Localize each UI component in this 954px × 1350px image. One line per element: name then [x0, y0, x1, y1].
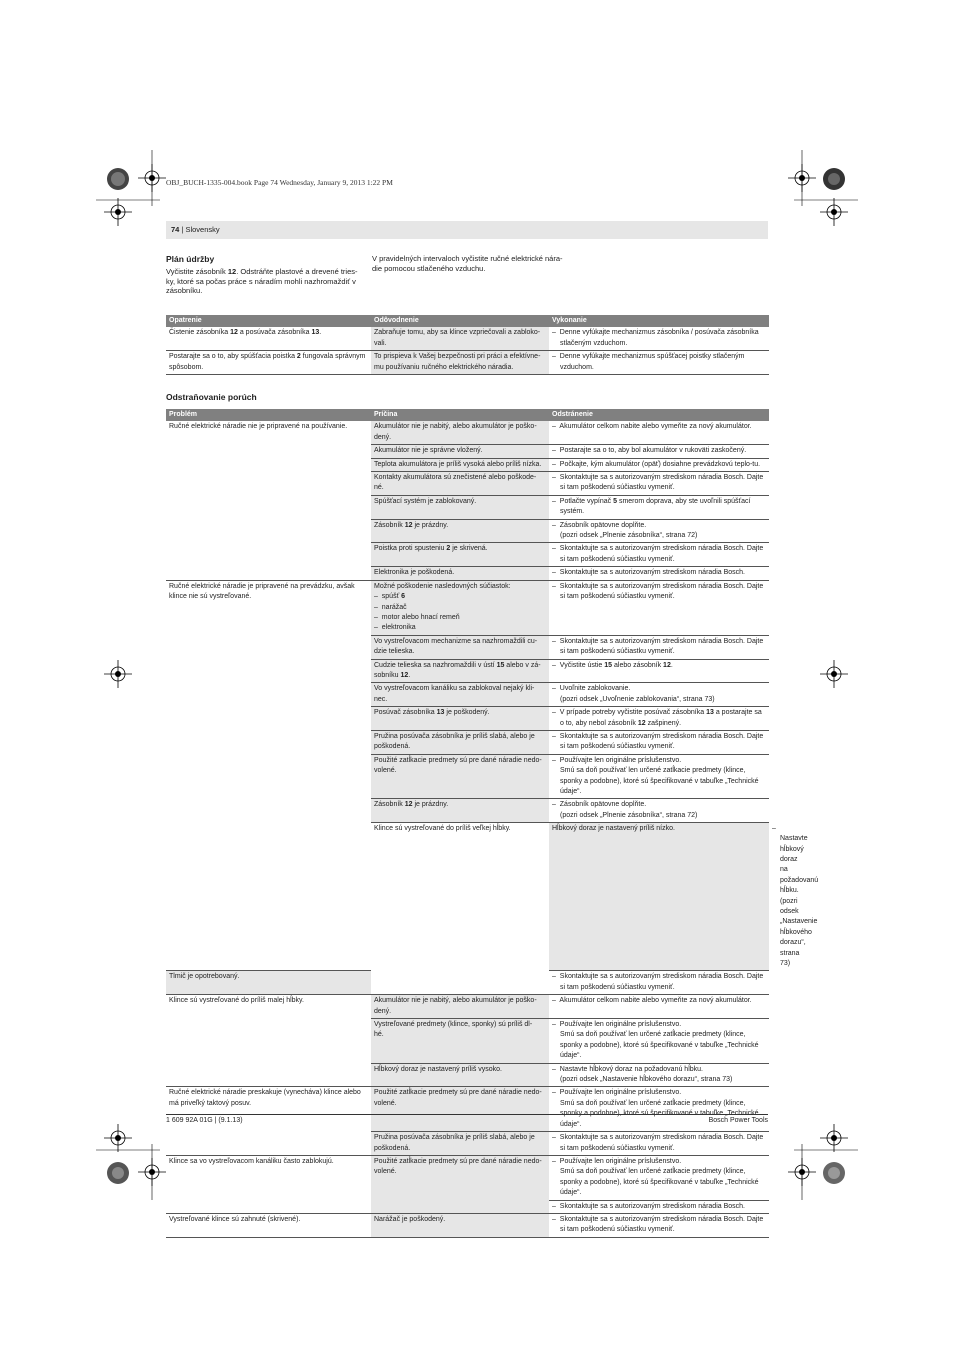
table-cell: Kontakty akumulátora sú znečistené alebo poškode- né. — [371, 472, 549, 496]
table-cell: – Skontaktujte sa s autorizovaným strediskom náradia Bosch. — [549, 567, 769, 580]
table-cell: – Zásobník opätovne doplňte. (pozri odsek „Plnenie zásobníka“, strana 72) — [549, 799, 769, 823]
table-cell: – Akumulátor celkom nabite alebo vymeňte za nový akumulátor. — [549, 995, 769, 1019]
table-cell: – Používajte len originálne príslušenstvo. Smú sa doň používať len určené zatĺkacie predmety (klince, sponky a podobne), ktoré sú špecifikované v tabuľke „Technické údaje“. — [549, 754, 769, 799]
table-cell: – Akumulátor celkom nabite alebo vymeňte za nový akumulátor. — [549, 421, 769, 444]
troubleshooting-title: Odstraňovanie porúch — [166, 392, 257, 402]
table-cell: Hĺbkový doraz je nastavený príliš nízko. — [549, 823, 769, 971]
table-cell: Ručné elektrické náradie je pripravené na prevádzku, avšak klince nie sú vystreľované. — [166, 580, 371, 971]
table-cell: Vystreľované predmety (klince, sponky) sú príliš dl- hé. — [371, 1019, 549, 1064]
table-cell: – Používajte len originálne príslušenstvo. Smú sa doň používať len určené zatĺkacie predmety (klince, sponky a podobne), ktoré sú špecifikované v tabuľke „Technické údaje“. — [549, 1155, 769, 1200]
table-cell: – Skontaktujte sa s autorizovaným strediskom náradia Bosch. Dajte si tam poškodenú súčiastku vymeniť. — [549, 971, 769, 995]
language-label: | Slovensky — [179, 225, 220, 234]
table-cell: – Skontaktujte sa s autorizovaným strediskom náradia Bosch. Dajte si tam poškodenú súčiastku vymeniť. — [549, 472, 769, 496]
table-row — [166, 995, 769, 1019]
table-cell: Pružina posúvača zásobníka je príliš slabá, alebo je poškodená. — [371, 730, 549, 754]
column-header: Odstránenie — [549, 409, 769, 421]
table-cell: – Skontaktujte sa s autorizovaným strediskom náradia Bosch. Dajte si tam poškodenú súčiastku vymeniť. — [549, 580, 769, 635]
table-cell: – Zásobník opätovne doplňte. (pozri odsek „Plnenie zásobníka“, strana 72) — [549, 519, 769, 543]
table-cell: Akumulátor nie je správne vložený. — [371, 445, 549, 458]
table-cell: – Skontaktujte sa s autorizovaným strediskom náradia Bosch. — [549, 1200, 769, 1213]
table-cell: Ručné elektrické náradie preskakuje (vynecháva) klince alebo má priveľký taktový posuv. — [166, 1087, 371, 1155]
table-cell: – Vyčistite ústie 15 alebo zásobník 12. — [549, 659, 769, 683]
table-row — [166, 421, 769, 444]
table-row — [166, 1155, 769, 1200]
table-cell: Postarajte sa o to, aby spúšťacia poistka 2 fungovala správnym spôsobom. — [166, 351, 371, 375]
table-cell: Použité zatĺkacie predmety sú pre dané náradie nedo- volené. — [371, 1087, 549, 1132]
table-cell: Klince sú vystreľované do príliš veľkej hĺbky. — [371, 823, 549, 995]
page-number: 74 — [171, 225, 180, 234]
table-row — [166, 1087, 769, 1132]
table-header-row — [166, 315, 769, 327]
maintenance-table — [166, 315, 769, 375]
table-cell: – Počkajte, kým akumulátor (opäť) dosiahne prevádzkovú teplo-tu. — [549, 458, 769, 471]
table-cell: Cudzie telieska sa nazhromaždili v ústí 15 alebo v zá- sobníku 12. — [371, 659, 549, 683]
footer-brand: Bosch Power Tools — [708, 1117, 768, 1124]
table-cell: Klince sa vo vystreľovacom kanáliku často zablokujú. — [166, 1155, 371, 1213]
table-cell: Posúvač zásobníka 13 je poškodený. — [371, 707, 549, 731]
column-header: Problém — [166, 409, 371, 421]
table-cell: To prispieva k Vašej bezpečnosti pri práci a efektívne- mu používaniu ručného elektrického náradia. — [371, 351, 549, 375]
table-header-row — [166, 409, 769, 421]
table-cell: – Skontaktujte sa s autorizovaným strediskom náradia Bosch. Dajte si tam poškodenú súčiastku vymeniť. — [549, 543, 769, 567]
table-cell: – Skontaktujte sa s autorizovaným strediskom náradia Bosch. Dajte si tam poškodenú súčiastku vymeniť. — [549, 635, 769, 659]
table-cell: Klince sú vystreľované do príliš malej hĺbky. — [166, 995, 371, 1087]
table-cell — [371, 1200, 549, 1213]
maintenance-intro-left: Vyčistite zásobník 12. Odstráňte plastové a drevené tries- ky, ktoré sa počas práce s náradím mohli nazhromaždiť v zásobníku. — [166, 267, 358, 296]
table-cell: – Denne vyfúkajte mechanizmus spúšťacej poistky stlačeným vzduchom. — [549, 351, 769, 375]
table-cell: Elektronika je poškodená. — [371, 567, 549, 580]
column-header: Odôvodnenie — [371, 315, 549, 327]
table-row — [166, 351, 769, 375]
table-cell: Zásobník 12 je prázdny. — [371, 799, 549, 823]
table-cell: Vystreľované klince sú zahnuté (skrivené). — [166, 1213, 371, 1237]
table-cell: Pružina posúvača zásobníka je príliš slabá, alebo je poškodená. — [371, 1132, 549, 1156]
table-cell: Zabraňuje tomu, aby sa klince vzpriečovali a zabloko- vali. — [371, 327, 549, 350]
maintenance-intro-right: V pravidelných intervaloch vyčistite ručné elektrické nára- die pomocou stlačeného vzduchu. — [372, 254, 563, 273]
table-cell: – Denne vyfúkajte mechanizmus zásobníka / posúvača zásobníka stlačeným vzduchom. — [549, 327, 769, 350]
table-cell: Vo vystreľovacom mechanizme sa nazhromaždili cu- dzie telieska. — [371, 635, 549, 659]
table-cell: Spúšťací systém je zablokovaný. — [371, 495, 549, 519]
table-row — [166, 1213, 769, 1237]
table-cell: – Nastavte hĺbkový doraz na požadovanú hĺbku. (pozri odsek „Nastavenie hĺbkového dorazu“, strana 73) — [549, 1063, 769, 1087]
table-cell: – Uvoľnite zablokovanie. (pozri odsek „Uvoľnenie zablokovania“, strana 73) — [549, 683, 769, 707]
table-cell: Ručné elektrické náradie nie je pripravené na používanie. — [166, 421, 371, 580]
maintenance-title: Plán údržby — [166, 254, 215, 264]
table-cell: Narážač je poškodený. — [371, 1213, 549, 1237]
table-cell: – Potlačte vypínač 5 smerom doprava, aby ste uvoľnili spúšťací systém. — [549, 495, 769, 519]
table-cell: Použité zatĺkacie predmety sú pre dané náradie nedo- volené. — [371, 754, 549, 799]
column-header: Príčina — [371, 409, 549, 421]
table-cell: Hĺbkový doraz je nastavený príliš vysoko. — [371, 1063, 549, 1087]
column-header: Vykonanie — [549, 315, 769, 327]
table-cell: – Používajte len originálne príslušenstvo. Smú sa doň používať len určené zatĺkacie predmety (klince, sponky a podobne), ktoré sú špecifikované v tabuľke „Technické údaje“. — [549, 1019, 769, 1064]
column-header: Opatrenie — [166, 315, 371, 327]
table-cell: – V prípade potreby vyčistite posúvač zásobníka 13 a postarajte sa o to, aby nebol zásobník 12 zašpinený. — [549, 707, 769, 731]
table-cell: Vo vystreľovacom kanáliku sa zablokoval nejaký kli- nec. — [371, 683, 549, 707]
table-cell: Akumulátor nie je nabitý, alebo akumulátor je poško- dený. — [371, 995, 549, 1019]
table-cell: Akumulátor nie je nabitý, alebo akumulátor je poško- dený. — [371, 421, 549, 444]
book-info: OBJ_BUCH-1335-004.book Page 74 Wednesday, January 9, 2013 1:22 PM — [166, 178, 393, 187]
table-cell: Použité zatĺkacie predmety sú pre dané náradie nedo- volené. — [371, 1155, 549, 1200]
table-cell: Tlmič je opotrebovaný. — [166, 971, 371, 995]
table-row — [166, 327, 769, 350]
table-cell: Čistenie zásobníka 12 a posúvača zásobníka 13. — [166, 327, 371, 350]
footer-doc-number: 1 609 92A 01G | (9.1.13) — [166, 1117, 243, 1124]
table-cell: – Skontaktujte sa s autorizovaným strediskom náradia Bosch. Dajte si tam poškodenú súčiastku vymeniť. — [549, 1213, 769, 1237]
table-row — [166, 580, 769, 635]
table-cell: Teplota akumulátora je príliš vysoká alebo príliš nízka. — [371, 458, 549, 471]
footer-divider — [166, 1114, 768, 1115]
table-cell: Poistka proti spusteniu 2 je skrivená. — [371, 543, 549, 567]
table-cell: – Postarajte sa o to, aby bol akumulátor v rukoväti zaskočený. — [549, 445, 769, 458]
table-cell: – Skontaktujte sa s autorizovaným strediskom náradia Bosch. Dajte si tam poškodenú súčiastku vymeniť. — [549, 1132, 769, 1156]
table-cell: Možné poškodenie nasledovných súčiastok: – spúšť 6 – narážač – motor alebo hnací remeň – elektronika — [371, 580, 549, 635]
table-cell: – Skontaktujte sa s autorizovaným strediskom náradia Bosch. Dajte si tam poškodenú súčiastku vymeniť. — [549, 730, 769, 754]
table-row: Klince sú vystreľované do príliš veľkej hĺbky. Hĺbkový doraz je nastavený príliš nízko. – Nastavte hĺbkový doraz na požadovanú hĺbku. (pozri odsek „Nastavenie hĺbkového dorazu“, strana 73) — [166, 823, 769, 971]
page-header — [166, 221, 768, 239]
table-cell: – Používajte len originálne príslušenstvo. Smú sa doň používať len určené zatĺkacie predmety (klince, sponky a podobne), ktoré sú špecifikované v tabuľke „Technické údaje“. — [549, 1087, 769, 1132]
table-cell: Zásobník 12 je prázdny. — [371, 519, 549, 543]
